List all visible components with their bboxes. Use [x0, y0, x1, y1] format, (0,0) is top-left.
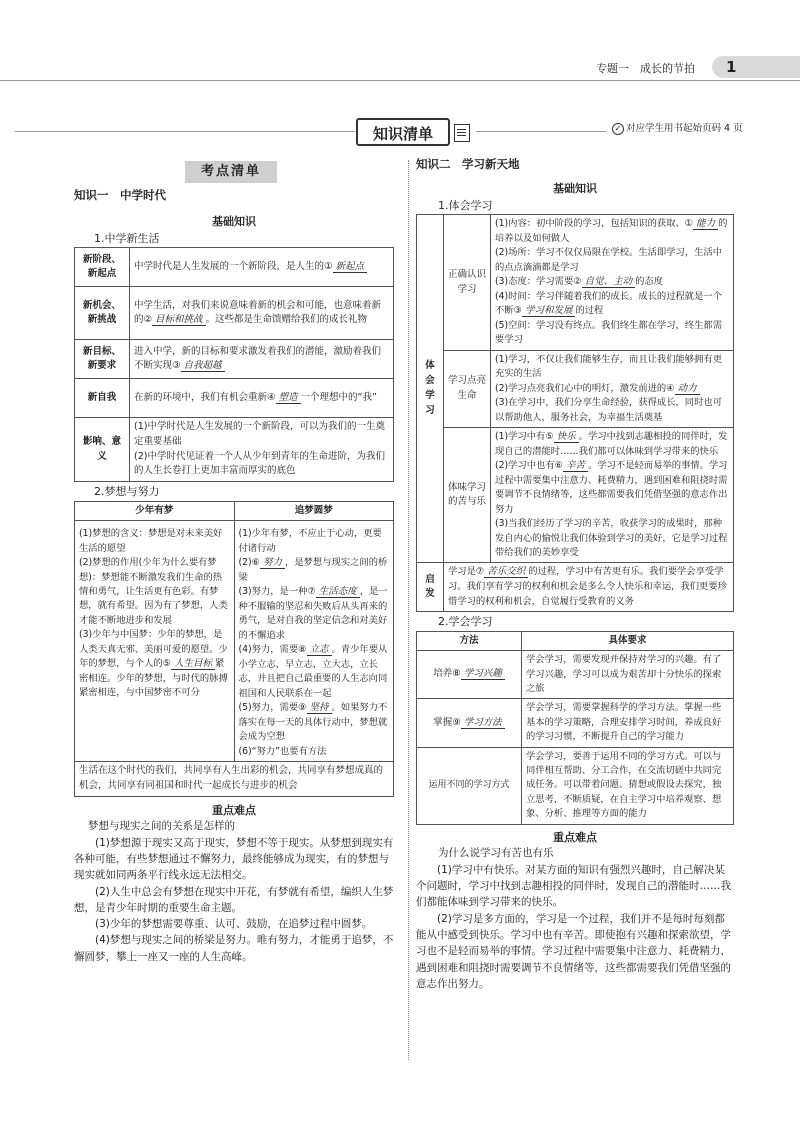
- column-header: 方法: [417, 631, 522, 651]
- row-content: [491, 215, 734, 351]
- check-circle-icon: ✓: [612, 123, 624, 135]
- table-row: [417, 215, 734, 351]
- text: (1)学习，不仅让我们能够生存，而且让我们能够拥有更充实的生活: [495, 353, 722, 380]
- answer-blank: 能力: [693, 218, 718, 230]
- answer-blank: 目标和挑战: [152, 314, 206, 326]
- method-cell: [417, 651, 522, 699]
- row-label: 影响、意义: [75, 418, 130, 482]
- table-header-row: [75, 501, 394, 521]
- page-number: 1: [712, 56, 800, 78]
- knowledge-one-title: 知识一 中学时代: [74, 188, 166, 202]
- row-content: [130, 418, 394, 482]
- text: 的态度: [635, 276, 664, 288]
- row-content: [130, 248, 394, 287]
- text: (1)中学时代是人生发展的一个新阶段，可以为我们的一生奠定重要基础: [134, 421, 385, 447]
- banner-title: 知识清单: [372, 125, 433, 143]
- checklist-tag: 考点清单: [185, 161, 277, 183]
- paragraph: (1)梦想源于现实又高于现实，梦想不等于现实。从梦想到现实有各种可能，有些梦想通过不懈努力，最终能够成为现实，有的梦想与现实就如同两条平行线永远无法相交。: [74, 836, 394, 882]
- text: (1)少年有梦，不应止于心动，更要付诸行动: [238, 528, 382, 554]
- requirement-cell: 学会学习，需要掌握科学的学习方法。掌握一些基本的学习策略，合理安排学习时间，养成良好的学习习惯，不断提升自己的学习能力: [522, 699, 734, 747]
- requirement-cell: 学会学习，需要发现并保持对学习的兴趣。有了学习兴趣，学习可以成为艰苦却十分快乐的探索之旅: [522, 651, 734, 699]
- basic-knowledge-title: 基础知识: [212, 215, 256, 229]
- column-header: 少年有梦: [75, 501, 235, 521]
- section-title: 2.梦想与努力: [94, 485, 160, 499]
- text: 一个理想中的“我”: [300, 391, 377, 403]
- column-header: 具体要求: [522, 631, 734, 651]
- paragraph: (2)人生中总会有梦想在现实中开花，有梦就有希望，编织人生梦想，是青少年时期的重要生命主题。: [74, 885, 394, 914]
- text: 。学习中找到志趣相投的同伴时，发现自己的潜能时……我们都可以体味到学习带来的快乐: [495, 431, 728, 457]
- text: (2)学习点亮我们心中的明灯，激发前进的④: [495, 382, 675, 394]
- experience-learning-table: [416, 214, 734, 612]
- table-row: [75, 340, 394, 379]
- paragraph: (1)学习中有快乐。对某方面的知识有强烈兴趣时，自己解决某个问题时，学习中找到志趣相投的同伴时，发现自己的潜能时……我们都能体味到学习带来的快乐。: [416, 863, 731, 909]
- text: [495, 382, 729, 397]
- key-question: 为什么说学习有苦也有乐: [438, 847, 554, 860]
- text: ，是梦想与现实之间的桥梁: [238, 557, 388, 583]
- row-label: 新阶段、新起点: [75, 248, 130, 287]
- row-label: 正确认识学习: [444, 215, 491, 351]
- answer-blank: 学习兴趣: [461, 668, 505, 680]
- text: (2)场所：学习不仅仅局限在学校。生活即学习，生活中的点点滴滴都是学习: [495, 247, 722, 273]
- row-content: [491, 428, 734, 563]
- text: [495, 275, 729, 290]
- answer-blank: 学习方法: [461, 717, 505, 729]
- text: (4)努力，需要⑧: [238, 644, 307, 656]
- text: 紧密相连。少年的梦想，与时代的脉搏紧密相连，与中国梦密不可分: [79, 658, 228, 699]
- paragraph: (3)少年的梦想需要尊重、认可、鼓励，在追梦过程中圆梦。: [95, 918, 373, 931]
- text: 的过程，学习中有苦更有乐。我们要学会享受学习。我们享有学习的权利和机会是多么令人快乐和幸运，我们更要珍惜学习的权利和机会，自觉履行受教育的义务: [448, 566, 727, 607]
- banner-rule-right: [476, 131, 606, 132]
- table-row: [417, 350, 734, 427]
- column-divider: [408, 160, 409, 1060]
- section-title: 2.学会学习: [438, 615, 493, 628]
- text: [79, 628, 230, 700]
- table-row: [75, 521, 394, 762]
- answer-blank: 新起点: [333, 261, 368, 273]
- table-row: [417, 699, 734, 747]
- answer-blank: 自我超越: [181, 360, 225, 372]
- answer-blank: 自觉、主动: [582, 276, 636, 288]
- answer-blank: 学习和发展: [522, 305, 576, 317]
- answer-blank: 立志: [307, 644, 332, 656]
- table-row: [75, 418, 394, 482]
- row-content: [130, 287, 394, 340]
- answer-blank: 坚持: [307, 702, 332, 714]
- text: (3)当我们经历了学习的辛苦，收获学习的成果时，那种发自内心的愉悦让我们体验到学习的美好，它是学习过程带给我们的美妙享受: [495, 518, 728, 559]
- answer-blank: 苦乐交织: [484, 566, 528, 578]
- key-points-title: 重点难点: [553, 830, 597, 844]
- text: (5)空间：学习没有终点。我们终生都在学习，终生都需要学习: [495, 320, 722, 346]
- text: [495, 430, 729, 459]
- row-label: 新目标、新要求: [75, 340, 130, 379]
- table-row: [75, 379, 394, 418]
- row-label: 启发: [417, 563, 444, 612]
- notepad-icon: [454, 124, 470, 142]
- row-label: 新机会、新挑战: [75, 287, 130, 340]
- text: (3)态度：学习需要②: [495, 276, 582, 288]
- text: 在新的环境中，我们有机会重新④: [134, 391, 276, 403]
- new-life-table: [74, 247, 394, 482]
- row-label: 学习点亮生命: [444, 350, 491, 427]
- row-content: [444, 563, 734, 612]
- answer-blank: 动力: [675, 383, 700, 395]
- text: (2)学习中也有⑥: [495, 460, 563, 472]
- header-rule: [0, 80, 800, 81]
- section-title: 1.中学新生活: [94, 231, 160, 245]
- text: (3)少年与中国梦：少年的梦想，是人类天真无邪、美丽可爱的愿望。少年的梦想，与个人的⑤: [79, 629, 228, 669]
- table-row: [75, 287, 394, 340]
- section-banner: [356, 118, 450, 146]
- text: 的过程: [575, 305, 604, 317]
- row-content: [130, 379, 394, 418]
- text: 掌握⑨: [433, 716, 461, 728]
- text: [239, 643, 390, 701]
- text: [239, 701, 390, 745]
- text: (1)内容：初中阶段的学习，包括知识的获取、①: [495, 218, 694, 230]
- text: (5)努力，需要⑨: [238, 702, 307, 714]
- text: (3)在学习中，我们分享生命经验，获得成长，同时也可以帮助他人，服务社会，为幸福生活奠基: [495, 397, 722, 423]
- text: 中学生活，对我们来说意味着新的机会和可能，也意味着新的②: [134, 299, 382, 326]
- key-question: 梦想与现实之间的关系是怎样的: [88, 820, 235, 833]
- dream-effort-table: [74, 501, 394, 797]
- text: (1)梦想的含义：梦想是对未来美好生活的愿望: [79, 528, 223, 554]
- method-cell: [417, 699, 522, 747]
- pursue-cell: [234, 521, 394, 762]
- text: 。学习不是轻而易举的事情。学习过程中需要集中注意力、耗费精力，遇到困难和阻挠时需要调节不良情绪等，这些都需要我们凭借坚强的意志作出努力: [495, 460, 728, 515]
- text: 。如果努力不落实在每一天的具体行动中，梦想就会成为空想: [238, 702, 388, 743]
- answer-blank: 塑造: [276, 392, 301, 404]
- text: (2)⑥: [238, 557, 261, 569]
- table-row: [417, 747, 734, 824]
- table-row: [75, 762, 394, 796]
- right-column: [416, 156, 734, 992]
- text: [239, 556, 390, 585]
- text: (3)努力，是一种⑦: [238, 586, 316, 598]
- text: 。这些都是生命馈赠给我们的成长礼物: [205, 314, 368, 326]
- text: 的培养以及如何做人: [495, 218, 728, 244]
- row-label: 体味学习的苦与乐: [444, 428, 491, 563]
- text: (4)时间：学习伴随着我们的成长。成长的过程就是一个不断③: [495, 290, 722, 317]
- paragraph: (4)梦想与现实之间的桥梁是努力。唯有努力，才能勇于追梦，不懈圆梦，攀上一座又一座的人生高峰。: [74, 934, 394, 963]
- answer-blank: 生活态度: [316, 586, 360, 598]
- basic-knowledge-title: 基础知识: [553, 182, 597, 196]
- header-topic: 专题一 成长的节拍: [596, 62, 695, 75]
- answer-blank: 努力: [260, 557, 285, 569]
- text: 学习是⑦: [448, 566, 485, 578]
- section-title: 1.体会学习: [438, 198, 493, 212]
- text: (1)学习中有⑤: [495, 431, 554, 443]
- text: (6)“努力”也要有方法: [238, 745, 327, 757]
- requirement-cell: 学会学习，要善于运用不同的学习方式。可以与同伴相互帮助、分工合作，在交流切磋中共同完成任务。可以带着问题、猜想或假设去探究，独立思考，不断质疑，在自主学习中培养观察、想象、分析、推理等方面的能力: [522, 747, 734, 824]
- text: 中学时代是人生发展的一个新阶段，是人生的①: [134, 260, 333, 272]
- text: 。青少年要从小学立志，早立志，立大志，立长志，并且把自己最重要的人生志向同祖国和人民联系在一起: [238, 644, 388, 699]
- method-cell: 运用不同的学习方式: [417, 747, 522, 824]
- knowledge-two-title: 知识二 学习新天地: [416, 157, 520, 171]
- page-header: [0, 0, 800, 80]
- text: 进入中学，新的目标和要求激发着我们的潜能，激励着我们不断实现③: [134, 345, 382, 372]
- banner-rule-left: [15, 131, 355, 132]
- paragraph: (2)学习是多方面的，学习是一个过程，我们并不是每时每刻都能从中感受到快乐。学习中也有辛苦。即使抱有兴趣和探索欲望，学习也不是轻而易举的事情。学习过程中需要集中注意力、耗费精力，遇到困难和阻挠时需要调节不良情绪等，这些都需要我们凭借坚强的意志作出努力。: [416, 912, 731, 990]
- dream-cell: [75, 521, 235, 762]
- table-row: [75, 248, 394, 287]
- table-row: [417, 651, 734, 699]
- row-content: [491, 350, 734, 427]
- learn-to-learn-table: [416, 631, 734, 825]
- text: [495, 217, 729, 246]
- text: [239, 585, 390, 643]
- key-points-title: 重点难点: [212, 803, 256, 817]
- page-reference-note: [612, 122, 743, 136]
- row-label: 新自我: [75, 379, 130, 418]
- table-header-row: [417, 631, 734, 651]
- text: [495, 459, 729, 517]
- answer-blank: 辛苦: [563, 460, 588, 472]
- table-row: [417, 428, 734, 563]
- note-text: 对应学生用书起始页码 4 页: [626, 123, 743, 134]
- text: (2)中学时代见证着一个人从少年到青年的生命进阶，为我们的人生长卷打上更加丰富而厚实的底色: [134, 450, 385, 477]
- column-header: 追梦圆梦: [234, 501, 394, 521]
- text: (2)梦想的作用(少年为什么要有梦想)：梦想能不断激发我们生命的热情和勇气，让生活更有色彩。有梦想，就有希望。因为有了梦想，人类才能不断地进步和发展: [79, 557, 228, 626]
- answer-blank: 人生目标: [171, 658, 215, 670]
- table-row: [417, 563, 734, 612]
- left-column: [74, 187, 394, 965]
- table-footer-cell: 生活在这个时代的我们，共同享有人生出彩的机会，共同享有梦想成真的机会，共同享有同祖国和时代一起成长与进步的机会: [75, 762, 394, 796]
- answer-blank: 快乐: [554, 431, 579, 443]
- row-label: 体会学习: [417, 215, 444, 563]
- text: ，是一种不服输的坚忍和失败后从头再来的勇气，是对自我的坚定信念和对美好的不懈追求: [238, 586, 388, 641]
- text: 培养⑧: [433, 668, 461, 680]
- row-content: [130, 340, 394, 379]
- text: [495, 290, 729, 319]
